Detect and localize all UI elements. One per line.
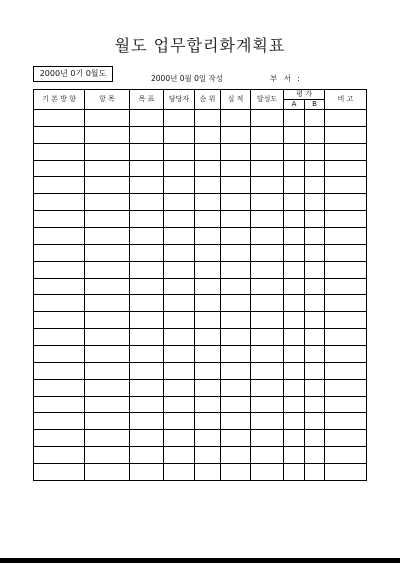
table-cell <box>195 295 221 312</box>
table-cell <box>34 379 85 396</box>
table-cell <box>305 312 325 329</box>
table-cell <box>34 143 85 160</box>
table-cell <box>284 143 305 160</box>
table-cell <box>284 177 305 194</box>
table-cell <box>85 362 130 379</box>
table-cell <box>305 430 325 447</box>
table-cell <box>305 362 325 379</box>
table-cell <box>251 194 284 211</box>
table-cell <box>251 126 284 143</box>
table-cell <box>251 143 284 160</box>
table-cell <box>34 396 85 413</box>
table-cell <box>85 447 130 464</box>
table-cell <box>251 211 284 228</box>
table-cell <box>164 346 195 363</box>
table-cell <box>221 312 251 329</box>
table-cell <box>130 413 164 430</box>
header-item: 항 목 <box>85 90 130 110</box>
table-cell <box>284 244 305 261</box>
table-cell <box>164 261 195 278</box>
table-cell <box>251 413 284 430</box>
table-cell <box>164 362 195 379</box>
table-row <box>34 430 367 447</box>
page-title: 월도 업무합리화계획표 <box>114 36 286 55</box>
table-cell <box>34 228 85 245</box>
table-cell <box>305 295 325 312</box>
table-cell <box>251 177 284 194</box>
table-cell <box>325 346 367 363</box>
table-cell <box>325 278 367 295</box>
table-cell <box>85 244 130 261</box>
table-cell <box>195 278 221 295</box>
table-cell <box>34 413 85 430</box>
table-cell <box>164 194 195 211</box>
table-cell <box>85 110 130 127</box>
table-row <box>34 295 367 312</box>
table-cell <box>284 396 305 413</box>
table-cell <box>130 211 164 228</box>
table-cell <box>221 194 251 211</box>
table-cell <box>195 362 221 379</box>
table-cell <box>284 312 305 329</box>
table-cell <box>221 295 251 312</box>
table-cell <box>34 244 85 261</box>
table-cell <box>34 312 85 329</box>
table-cell <box>195 447 221 464</box>
table-cell <box>195 312 221 329</box>
table-cell <box>85 194 130 211</box>
table-cell <box>325 362 367 379</box>
table-cell <box>251 160 284 177</box>
table-cell <box>195 464 221 481</box>
table-cell <box>34 177 85 194</box>
table-cell <box>325 413 367 430</box>
table-cell <box>85 143 130 160</box>
table-cell <box>305 396 325 413</box>
table-cell <box>305 346 325 363</box>
table-cell <box>164 447 195 464</box>
table-row <box>34 362 367 379</box>
table-cell <box>325 295 367 312</box>
table-row <box>34 329 367 346</box>
table-row <box>34 278 367 295</box>
table-cell <box>34 211 85 228</box>
table-cell <box>85 177 130 194</box>
table-cell <box>221 228 251 245</box>
table-cell <box>195 110 221 127</box>
table-cell <box>85 413 130 430</box>
table-row <box>34 110 367 127</box>
table-cell <box>221 177 251 194</box>
table-row <box>34 346 367 363</box>
header-priority: 순 위 <box>195 90 221 110</box>
table-cell <box>305 261 325 278</box>
table-cell <box>325 261 367 278</box>
table-row <box>34 464 367 481</box>
header-basic-direction: 기 본 방 향 <box>34 90 85 110</box>
table-cell <box>305 211 325 228</box>
table-cell <box>325 329 367 346</box>
table-cell <box>130 244 164 261</box>
table-cell <box>195 261 221 278</box>
table-cell <box>85 329 130 346</box>
table-cell <box>85 278 130 295</box>
table-cell <box>251 346 284 363</box>
table-cell <box>164 329 195 346</box>
table-cell <box>130 126 164 143</box>
table-cell <box>221 261 251 278</box>
table-cell <box>164 379 195 396</box>
table-cell <box>284 447 305 464</box>
table-cell <box>251 447 284 464</box>
table-cell <box>130 379 164 396</box>
table-cell <box>130 177 164 194</box>
table-cell <box>325 447 367 464</box>
table-cell <box>34 346 85 363</box>
header-remarks: 비 고 <box>325 90 367 110</box>
table-cell <box>284 464 305 481</box>
table-cell <box>251 362 284 379</box>
table-cell <box>195 413 221 430</box>
period-label: 2000년 0기 0월도 <box>33 66 113 82</box>
table-row <box>34 177 367 194</box>
table-cell <box>195 244 221 261</box>
table-row <box>34 413 367 430</box>
table-cell <box>195 346 221 363</box>
table-cell <box>85 430 130 447</box>
table-cell <box>34 464 85 481</box>
department-label: 부 서 : <box>270 74 302 83</box>
table-cell <box>195 228 221 245</box>
table-cell <box>130 464 164 481</box>
table-cell <box>251 244 284 261</box>
table-cell <box>85 464 130 481</box>
table-cell <box>130 312 164 329</box>
table-row <box>34 312 367 329</box>
written-date: 2000년 0월 0일 작성 <box>151 74 224 83</box>
table-cell <box>85 228 130 245</box>
table-row <box>34 143 367 160</box>
table-cell <box>34 295 85 312</box>
table-cell <box>251 379 284 396</box>
table-cell <box>221 329 251 346</box>
table-cell <box>85 126 130 143</box>
table-cell <box>130 110 164 127</box>
table-cell <box>284 261 305 278</box>
table-cell <box>325 228 367 245</box>
plan-table-body <box>34 110 367 481</box>
table-cell <box>325 312 367 329</box>
table-cell <box>284 160 305 177</box>
table-cell <box>34 261 85 278</box>
table-cell <box>130 194 164 211</box>
table-cell <box>251 430 284 447</box>
bottom-border <box>0 558 400 563</box>
table-row <box>34 244 367 261</box>
table-cell <box>164 295 195 312</box>
table-cell <box>130 160 164 177</box>
table-cell <box>85 261 130 278</box>
table-cell <box>130 447 164 464</box>
table-cell <box>251 278 284 295</box>
table-cell <box>325 464 367 481</box>
table-cell <box>305 143 325 160</box>
table-cell <box>164 464 195 481</box>
table-cell <box>251 295 284 312</box>
table-cell <box>130 295 164 312</box>
table-cell <box>195 194 221 211</box>
table-cell <box>34 430 85 447</box>
table-cell <box>221 126 251 143</box>
table-cell <box>221 244 251 261</box>
table-cell <box>284 211 305 228</box>
table-cell <box>195 160 221 177</box>
table-cell <box>284 278 305 295</box>
table-cell <box>221 396 251 413</box>
table-cell <box>85 346 130 363</box>
table-cell <box>251 464 284 481</box>
header-actual: 실 적 <box>221 90 251 110</box>
table-cell <box>284 228 305 245</box>
table-cell <box>325 126 367 143</box>
table-cell <box>221 464 251 481</box>
table-cell <box>284 126 305 143</box>
table-cell <box>164 278 195 295</box>
table-cell <box>325 110 367 127</box>
table-cell <box>130 143 164 160</box>
table-cell <box>164 228 195 245</box>
table-cell <box>221 447 251 464</box>
table-cell <box>34 362 85 379</box>
table-cell <box>164 396 195 413</box>
table-cell <box>284 295 305 312</box>
table-cell <box>305 379 325 396</box>
table-cell <box>34 447 85 464</box>
table-cell <box>251 396 284 413</box>
table-cell <box>221 413 251 430</box>
table-cell <box>305 329 325 346</box>
table-cell <box>284 362 305 379</box>
table-cell <box>195 126 221 143</box>
table-cell <box>85 379 130 396</box>
table-cell <box>305 177 325 194</box>
header-eval-a: A <box>284 100 305 110</box>
table-cell <box>34 194 85 211</box>
table-cell <box>325 244 367 261</box>
table-cell <box>164 160 195 177</box>
table-cell <box>284 194 305 211</box>
table-cell <box>325 177 367 194</box>
table-cell <box>164 413 195 430</box>
table-cell <box>325 211 367 228</box>
table-cell <box>221 160 251 177</box>
table-cell <box>305 278 325 295</box>
table-cell <box>195 211 221 228</box>
table-cell <box>305 228 325 245</box>
table-cell <box>130 329 164 346</box>
table-row <box>34 396 367 413</box>
table-cell <box>305 464 325 481</box>
plan-table <box>33 89 367 481</box>
table-cell <box>130 346 164 363</box>
header-target: 목 표 <box>130 90 164 110</box>
table-cell <box>164 143 195 160</box>
table-cell <box>251 228 284 245</box>
table-cell <box>130 396 164 413</box>
table-cell <box>34 160 85 177</box>
header-eval-b: B <box>305 100 325 110</box>
table-cell <box>164 312 195 329</box>
table-cell <box>34 329 85 346</box>
table-cell <box>195 329 221 346</box>
table-cell <box>221 143 251 160</box>
table-cell <box>325 379 367 396</box>
table-cell <box>164 177 195 194</box>
table-cell <box>130 261 164 278</box>
table-cell <box>130 430 164 447</box>
table-cell <box>284 329 305 346</box>
table-cell <box>221 379 251 396</box>
table-cell <box>130 278 164 295</box>
table-cell <box>34 110 85 127</box>
table-cell <box>305 447 325 464</box>
table-row <box>34 160 367 177</box>
table-cell <box>164 126 195 143</box>
table-cell <box>305 110 325 127</box>
table-cell <box>195 143 221 160</box>
table-cell <box>221 278 251 295</box>
table-cell <box>130 228 164 245</box>
table-row <box>34 211 367 228</box>
table-cell <box>284 413 305 430</box>
table-cell <box>85 160 130 177</box>
table-cell <box>164 244 195 261</box>
table-cell <box>130 362 164 379</box>
table-cell <box>284 379 305 396</box>
table-cell <box>325 160 367 177</box>
table-row <box>34 228 367 245</box>
header-owner: 담당자 <box>164 90 195 110</box>
table-cell <box>195 177 221 194</box>
table-cell <box>85 295 130 312</box>
table-cell <box>195 430 221 447</box>
table-cell <box>164 110 195 127</box>
table-cell <box>251 110 284 127</box>
table-cell <box>221 430 251 447</box>
table-cell <box>34 278 85 295</box>
table-cell <box>284 110 305 127</box>
table-cell <box>85 396 130 413</box>
table-cell <box>251 261 284 278</box>
table-cell <box>195 379 221 396</box>
table-cell <box>195 396 221 413</box>
table-cell <box>221 110 251 127</box>
table-cell <box>325 143 367 160</box>
table-cell <box>85 211 130 228</box>
table-cell <box>164 211 195 228</box>
table-cell <box>221 211 251 228</box>
table-row <box>34 194 367 211</box>
table-cell <box>305 194 325 211</box>
header-achievement: 달성도 <box>251 90 284 110</box>
table-cell <box>34 126 85 143</box>
table-cell <box>325 194 367 211</box>
table-cell <box>305 160 325 177</box>
table-cell <box>221 346 251 363</box>
table-cell <box>251 312 284 329</box>
header-evaluation: 평 가 <box>284 90 325 100</box>
table-cell <box>221 362 251 379</box>
table-row <box>34 261 367 278</box>
table-cell <box>305 244 325 261</box>
table-cell <box>305 413 325 430</box>
table-cell <box>85 312 130 329</box>
table-row <box>34 379 367 396</box>
table-row <box>34 126 367 143</box>
table-cell <box>284 346 305 363</box>
table-row <box>34 447 367 464</box>
table-cell <box>305 126 325 143</box>
table-cell <box>164 430 195 447</box>
table-cell <box>251 329 284 346</box>
table-cell <box>284 430 305 447</box>
table-cell <box>325 430 367 447</box>
table-cell <box>325 396 367 413</box>
